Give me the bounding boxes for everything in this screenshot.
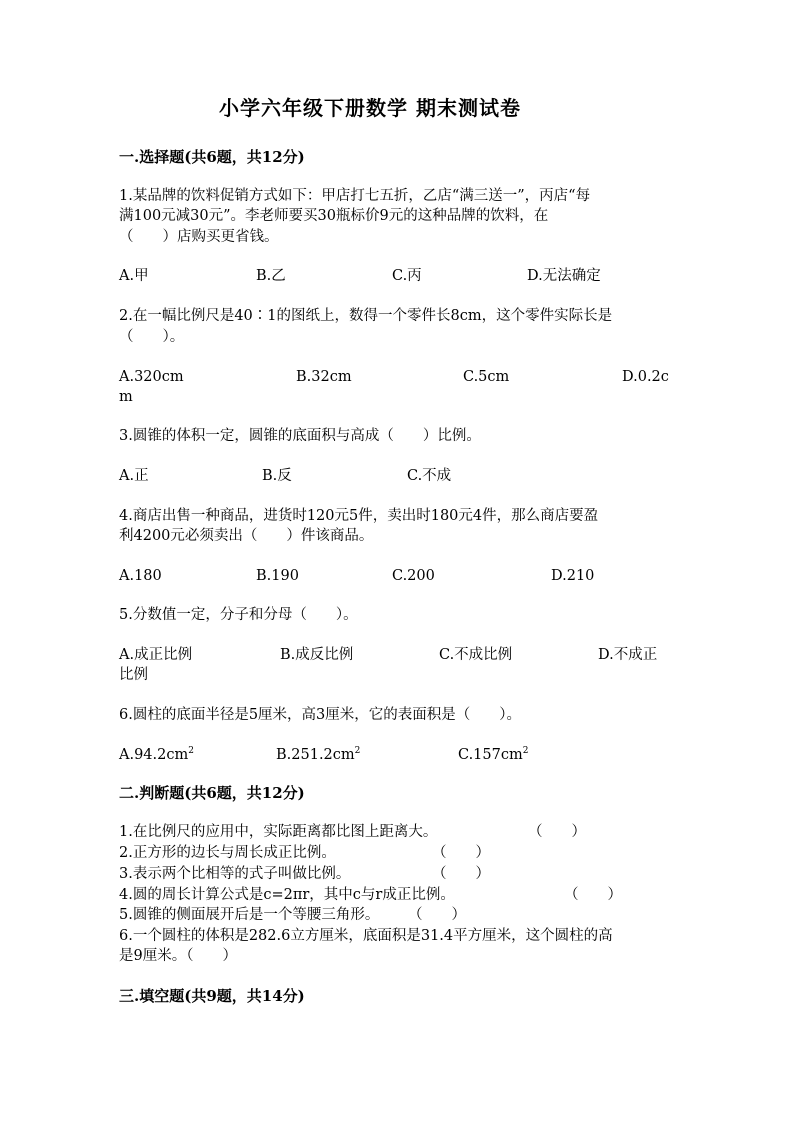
question-6-option-c-text: C.157cm xyxy=(458,747,523,763)
question-1-line-2: 满100元减30元”。李老师要买30瓶标价9元的这种品牌的饮料，在 xyxy=(119,208,549,224)
section-heading-judge: 二.判断题(共6题，共12分) xyxy=(119,784,305,802)
question-1-option-b: B.乙 xyxy=(256,268,286,284)
question-1-option-c: C.丙 xyxy=(392,268,422,284)
question-2-option-c: C.5cm xyxy=(463,369,510,385)
question-1-option-a: A.甲 xyxy=(119,268,149,284)
question-6-option-a-text: A.94.2cm xyxy=(119,747,189,763)
judge-item-5-text: 5.圆锥的侧面展开后是一个等腰三角形。 xyxy=(119,907,380,923)
question-5-option-d: D.不成正 xyxy=(598,647,658,663)
question-2-option-d-wrap: m xyxy=(119,389,133,405)
superscript-2: 2 xyxy=(354,746,361,757)
judge-item-2-blank: （ ） xyxy=(432,845,490,861)
judge-item-2-text: 2.正方形的边长与周长成正比例。 xyxy=(119,845,336,861)
section-heading-choice: 一.选择题(共6题，共12分) xyxy=(119,148,305,166)
question-6-option-b-text: B.251.2cm xyxy=(276,747,355,763)
question-3-option-c: C.不成 xyxy=(407,468,452,484)
question-4-option-a: A.180 xyxy=(119,568,162,584)
question-6-option-c xyxy=(458,745,528,765)
judge-item-5-blank: （ ） xyxy=(408,907,466,923)
question-6-option-a xyxy=(119,745,194,765)
question-2-option-d: D.0.2c xyxy=(622,369,669,385)
question-1-option-d: D.无法确定 xyxy=(527,268,601,284)
question-1-line-1: 1.某品牌的饮料促销方式如下：甲店打七五折，乙店“满三送一”，丙店“每 xyxy=(119,188,591,204)
question-1-line-3: （ ）店购买更省钱。 xyxy=(119,229,279,245)
question-5-line-1: 5.分数值一定，分子和分母（ ）。 xyxy=(119,607,358,623)
question-2-line-1: 2.在一幅比例尺是40∶1的图纸上，数得一个零件长8cm，这个零件实际长是 xyxy=(119,308,613,324)
question-3-option-a: A.正 xyxy=(119,468,149,484)
judge-item-6-line-2: 是9厘米。（ ） xyxy=(119,948,237,964)
question-2-option-a: A.320cm xyxy=(119,369,184,385)
judge-item-6-line-1: 6.一个圆柱的体积是282.6立方厘米，底面积是31.4平方厘米，这个圆柱的高 xyxy=(119,928,613,944)
judge-item-3-blank: （ ） xyxy=(432,866,490,882)
question-5-option-a: A.成正比例 xyxy=(119,647,193,663)
question-4-option-b: B.190 xyxy=(256,568,299,584)
question-4-line-1: 4.商店出售一种商品，进货时120元5件，卖出时180元4件，那么商店要盈 xyxy=(119,508,599,524)
question-4-line-2: 利4200元必须卖出（ ）件该商品。 xyxy=(119,528,374,544)
page-title: 小学六年级下册数学 期末测试卷 xyxy=(219,96,521,120)
judge-item-1-text: 1.在比例尺的应用中，实际距离都比图上距离大。 xyxy=(119,824,438,840)
question-5-option-c: C.不成比例 xyxy=(439,647,513,663)
judge-item-4-text: 4.圆的周长计算公式是c=2πr，其中c与r成正比例。 xyxy=(119,887,455,903)
question-4-option-d: D.210 xyxy=(551,568,595,584)
judge-item-3-text: 3.表示两个比相等的式子叫做比例。 xyxy=(119,866,351,882)
question-5-option-b: B.成反比例 xyxy=(280,647,354,663)
judge-item-1-blank: （ ） xyxy=(528,824,586,840)
question-4-option-c: C.200 xyxy=(392,568,435,584)
question-3-line-1: 3.圆锥的体积一定，圆锥的底面积与高成（ ）比例。 xyxy=(119,428,481,444)
question-2-line-2: （ ）。 xyxy=(119,329,185,345)
judge-item-4-blank: （ ） xyxy=(564,887,622,903)
question-5-option-d-wrap: 比例 xyxy=(119,667,148,683)
section-heading-fill: 三.填空题(共9题，共14分) xyxy=(119,987,305,1005)
superscript-2: 2 xyxy=(188,746,194,757)
superscript-2: 2 xyxy=(522,746,529,757)
question-3-option-b: B.反 xyxy=(262,468,292,484)
question-2-option-b: B.32cm xyxy=(296,369,352,385)
question-6-line-1: 6.圆柱的底面半径是5厘米，高3厘米，它的表面积是（ ）。 xyxy=(119,707,522,723)
question-6-option-b xyxy=(276,745,360,765)
